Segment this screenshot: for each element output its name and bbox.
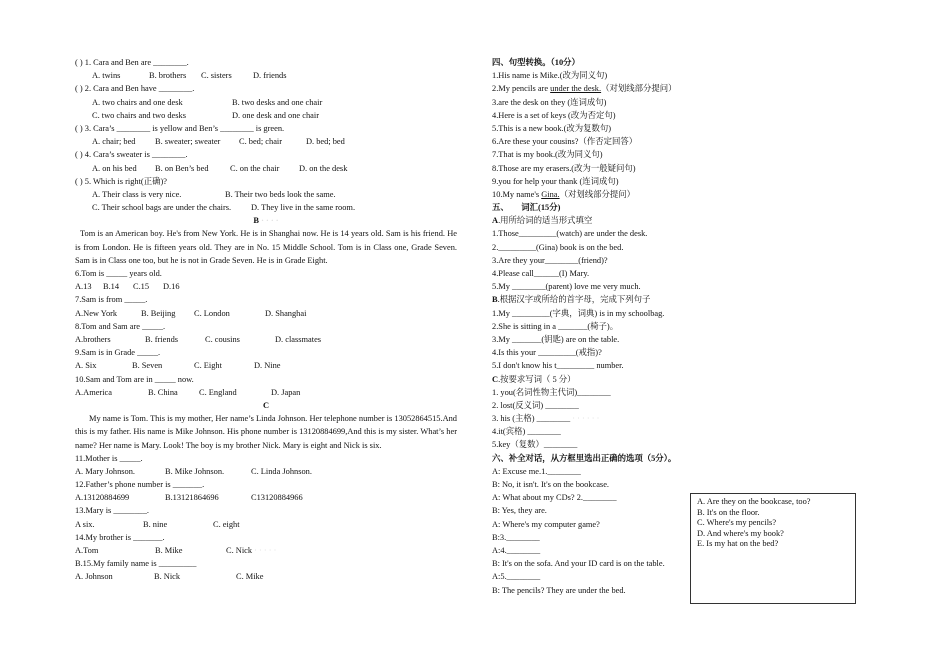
question-5-options-2 (75, 201, 457, 214)
option: A. Johnson (75, 572, 113, 582)
option: A.13 (75, 282, 92, 292)
c-item-1: 1. you(名词性物主代词)________ (492, 387, 611, 397)
a-item-5: 5.My ________(parent) love me very much. (492, 282, 641, 292)
c-item-3 (492, 412, 882, 425)
b-item-2: 2.She is sitting in a _______(椅子)。 (492, 321, 619, 331)
b-item-4: 4.Is this your _________(戒指)? (492, 348, 602, 358)
faint-watermark: · · · · · (252, 546, 277, 556)
option: C. Linda Johnson. (251, 466, 312, 476)
c-item-text: 3. his (主格) ________ (492, 414, 571, 424)
c-item-5: 5.key（复数）________ (492, 440, 578, 450)
box-option-e: E. Is my hat on the bed? (697, 539, 779, 548)
section-6-title: 六、补全对话，从方框里选出正确的选项（5分）。 (492, 453, 677, 463)
question-5: ( ) 5. Which is right(正确)? (75, 176, 167, 186)
option: C. Nick (226, 546, 253, 556)
passage-c: My name is Tom. This is my mother, Her name’s Linda Johnson. Her telephone number is 13052864515.And this is my father. His name is Mike Johnson. His phone number is 13120884699,And this is my sister. What’s her name? Her name is Mary. Look! The boy is my brother Nick. Mary is eight and Nick is six. (75, 414, 457, 450)
sec4-item-instruction: （对划线部分提问） (559, 189, 635, 199)
sec4-item-3: 3.are the desk on they (连词成句) (492, 97, 607, 107)
sub-c-title (492, 373, 882, 386)
option: A.brothers (75, 334, 111, 344)
option: C. London (194, 308, 230, 318)
dialog-line-7: A:4.________ (492, 545, 541, 555)
question-8: 8.Tom and Sam are _____. (75, 321, 166, 331)
sec4-item-10 (492, 188, 882, 201)
option: A.Tom (75, 546, 99, 556)
option: B.14 (103, 282, 120, 292)
option: B. two desks and one chair (232, 97, 323, 107)
option: B. Seven (132, 361, 163, 371)
option: D. Shanghai (265, 308, 307, 318)
box-option-d: D. And where's my book? (697, 528, 784, 538)
option: A. Their class is very nice. (92, 189, 182, 199)
option: C. Eight (194, 361, 222, 371)
question-15: B.15.My family name is _________ (75, 559, 197, 569)
option: B. Mike (155, 546, 183, 556)
option: B. Mike Johnson. (165, 466, 225, 476)
option: D. on the desk (299, 163, 348, 173)
dialog-line-4: B: Yes, they are. (492, 506, 547, 516)
question-3-options (75, 135, 457, 148)
question-13-options (75, 518, 457, 531)
option: B. brothers (149, 71, 187, 81)
option: D. Nine (254, 361, 281, 371)
faint-watermark: · · · · (259, 216, 279, 226)
left-column (75, 56, 457, 584)
sec4-item-2 (492, 82, 882, 95)
sub-c-instruction: .按要求写词（ 5 分） (498, 374, 576, 384)
box-option-b: B. It's on the floor. (697, 507, 760, 517)
option: C13120884966 (251, 493, 303, 503)
option: C. Mike (236, 572, 264, 582)
question-11-options (75, 465, 457, 478)
option: C. eight (213, 519, 240, 529)
option: A. chair; bed (92, 137, 136, 147)
question-2-options (75, 96, 457, 109)
a-item-4: 4.Please call______(I) Mary. (492, 269, 590, 278)
option: B. Beijing (141, 308, 176, 318)
c-item-2: 2. lost(反义词) ________ (492, 400, 579, 410)
sec4-item-6: 6.Are these your cousins?（作否定回答） (492, 137, 638, 147)
option: D. friends (253, 71, 287, 81)
a-item-2: 2._________(Gina) book is on the bed. (492, 242, 624, 252)
question-12: 12.Father’s phone number is _______. (75, 480, 205, 490)
option: B. sweater; sweater (155, 137, 221, 147)
a-item-1: 1.Those_________(watch) are under the desk. (492, 229, 648, 239)
option: D. Japan (271, 387, 301, 397)
option: B. China (148, 387, 178, 397)
option: C. two chairs and two desks (92, 110, 186, 120)
option: C.15 (133, 282, 150, 292)
option: C. on the chair (230, 163, 280, 173)
dialog-line-3: A: What about my CDs? 2.________ (492, 493, 617, 503)
b-item-3: 3.My _______(钥匙) are on the table. (492, 334, 620, 344)
option: B. friends (145, 334, 179, 344)
question-9-options (75, 359, 457, 372)
option: A. two chairs and one desk (92, 97, 183, 107)
b-item-1: 1.My _________(字典，词典) is in my schoolbag. (492, 308, 665, 318)
section-4-title: 四、句型转换。（10分） (492, 58, 580, 67)
sub-a-letter: A (492, 216, 499, 226)
option: B. Their two beds look the same. (225, 189, 336, 199)
question-4-options (75, 162, 457, 175)
sub-b-title (492, 293, 882, 306)
option: B.13121864696 (165, 493, 219, 503)
underlined-phrase: Gina. (541, 189, 560, 199)
option: D. one desk and one chair (232, 110, 319, 120)
option: C. sisters (201, 71, 232, 81)
question-13: 13.Mary is ________. (75, 506, 149, 516)
underlined-phrase: under the desk. (550, 84, 602, 94)
option: B. Nick (154, 572, 181, 582)
sec4-item-9: 9.you for help your thank (连词成句) (492, 176, 619, 186)
dialog-line-10: B: The pencils? They are under the bed. (492, 585, 626, 595)
dialog-line-8: B: It's on the sofa. And your ID card is on the table. (492, 559, 665, 569)
option: A. twins (92, 71, 121, 81)
section-c-heading: C (262, 400, 270, 410)
c-item-4: 4.it(宾格) ________ (492, 427, 561, 437)
sub-a-instruction: .用所给词的适当形式填空 (498, 216, 593, 226)
box-option-a: A. Are they on the bookcase, too? (697, 497, 811, 506)
sec4-item-instruction: （对划线部分提问） (601, 84, 677, 94)
option: A. on his bed (92, 163, 137, 173)
question-2-options-2 (75, 109, 457, 122)
option: A.America (75, 387, 112, 397)
option: A.13120884699 (75, 493, 130, 503)
question-1: ( ) 1. Cara and Ben are ________. (75, 58, 189, 67)
question-3: ( ) 3. Cara’s ________ is yellow and Ben’s ________ is green. (75, 123, 285, 133)
option: C. bed; chair (239, 137, 283, 147)
option: A six. (75, 519, 95, 529)
question-2: ( ) 2. Cara and Ben have ________. (75, 84, 195, 94)
question-6: 6.Tom is _____ years old. (75, 269, 162, 279)
dialog-line-1: A: Excuse me.1.________ (492, 466, 581, 476)
question-14: 14.My brother is _______. (75, 532, 165, 542)
section-5-title: 五、 词汇(15分) (492, 203, 561, 213)
option: B. nine (143, 519, 168, 529)
sub-b-instruction: .根据汉字或所给的首字母，完成下列句子 (497, 295, 651, 305)
question-10-options (75, 386, 457, 399)
sub-c-letter: C (492, 374, 499, 384)
section-b-letter: B (253, 216, 260, 226)
question-12-options (75, 491, 457, 504)
sec4-item-1: 1.His name is Mike.(改为同义句) (492, 71, 608, 81)
option: B. on Ben’s bed (155, 163, 209, 173)
passage-b: Tom is an American boy. He's from New York. He is in Shanghai now. He is 14 years old. Sam is his friend. He is from London. He is fifteen years old. They are in No. 15 Middle School. Tom is in Class one, Grade Seven. Sam is in Class one too, but he is not in Grade Seven. He is in Grade Eight. (75, 229, 457, 265)
question-5-options (75, 188, 457, 201)
question-10: 10.Sam and Tom are in _____ now. (75, 374, 194, 384)
sec4-item-8: 8.Those are my erasers.(改为一般疑问句) (492, 163, 636, 173)
option: C. cousins (205, 334, 240, 344)
dialog-line-5: A: Where's my computer game? (492, 519, 600, 529)
question-15-options (75, 570, 457, 583)
question-14-options (75, 544, 457, 557)
answer-options-box (690, 493, 856, 604)
dialog-line-6: B:3.________ (492, 532, 540, 542)
option: A.New York (75, 308, 118, 318)
option: C. Their school bags are under the chairs. (92, 203, 232, 213)
question-7: 7.Sam is from _____. (75, 295, 148, 305)
sec4-item-5: 5.This is a new book.(改为复数句) (492, 123, 612, 133)
question-11: 11.Mother is _____. (75, 453, 143, 463)
dialog-line-2: B: No, it isn't. It's on the bookcase. (492, 480, 610, 489)
option: D. classmates (275, 334, 322, 344)
option: A. Mary Johnson. (75, 466, 136, 476)
box-option-c: C. Where's my pencils? (697, 518, 777, 527)
faint-watermark: · · · · · · (570, 414, 600, 424)
option: C. England (199, 387, 237, 397)
sub-b-letter: B (492, 295, 498, 305)
option: D.16 (163, 282, 180, 292)
sub-a-title (492, 214, 882, 227)
question-1-options (75, 69, 457, 82)
sec4-item-7: 7.That is my book.(改为同义句) (492, 150, 603, 160)
question-6-options (75, 280, 457, 293)
question-8-options (75, 333, 457, 346)
question-9: 9.Sam is in Grade _____. (75, 348, 161, 358)
question-7-options (75, 307, 457, 320)
sec4-item-text: 10.My name's (492, 189, 542, 199)
a-item-3: 3.Are they your________(friend)? (492, 255, 608, 265)
section-b-heading (75, 214, 457, 227)
question-4: ( ) 4. Cara’s sweater is ________. (75, 150, 188, 160)
sec4-item-4: 4.Here is a set of keys (改为否定句) (492, 110, 616, 120)
sec4-item-text: 2.My pencils are (492, 84, 551, 94)
option: A. Six (75, 361, 97, 371)
dialog-line-9: A:5.________ (492, 572, 541, 582)
b-item-5: 5.I don't know his t_________ number. (492, 361, 624, 371)
option: D. bed; bed (306, 137, 345, 147)
option: D. They live in the same room. (251, 203, 356, 213)
